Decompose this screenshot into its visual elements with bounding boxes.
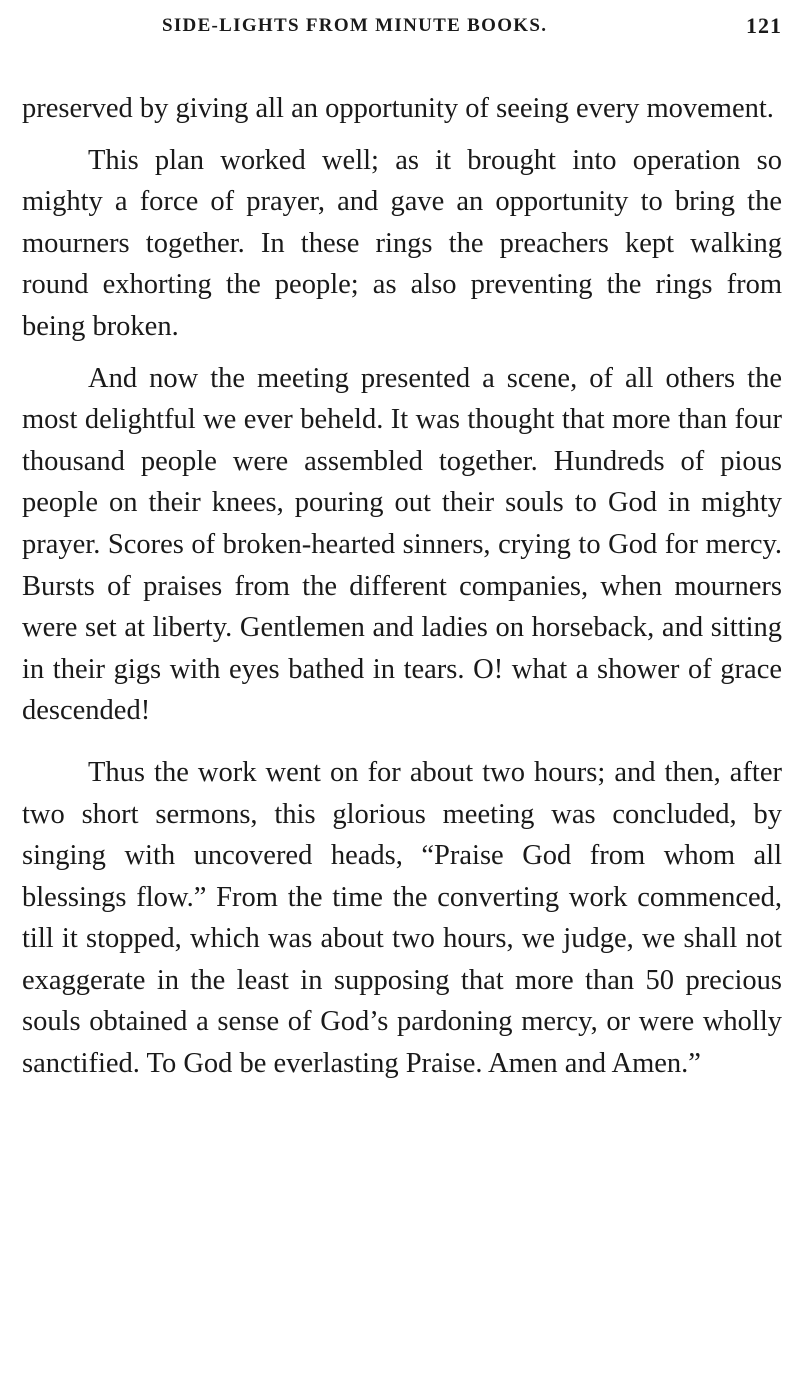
body-text	[22, 88, 782, 1085]
paragraph-conclusion: Thus the work went on for about two hours; and then, after two short sermons, this glorious meeting was concluded, by singing with uncovered heads, “Praise God from whom all blessings flow.” From the time the converting work commenced, till it stopped, which was about two hours, we judge, we shall not exaggerate in the least in supposing that more than 50 precious souls obtained a sense of God’s pardoning mercy, or were wholly sanctified. To God be everlasting Praise. Amen and Amen.”	[22, 756, 782, 1080]
running-head	[0, 12, 800, 44]
paragraph-continued: preserved by giving all an opportunity of seeing every movement.	[22, 93, 774, 124]
paragraph-meeting-scene: And now the meeting presented a scene, of all others the most delightful we ever beheld. It was thought that more than four thousand people were assembled together. Hundreds of pious people on their knees, pouring out their souls to God in mighty prayer. Scores of broken-hearted sinners, crying to God for mercy. Bursts of praises from the different companies, when mourners were set at liberty. Gentlemen and ladies on horseback, and sitting in their gigs with eyes bathed in tears. O! what a shower of grace descended!	[22, 362, 782, 727]
running-title: SIDE-LIGHTS FROM MINUTE BOOKS.	[162, 15, 548, 36]
paragraph-plan: This plan worked well; as it brought into operation so mighty a force of prayer, and gave an opportunity to bring the mourners together. In these rings the preachers kept walking round exhorting the people; as also preventing the rings from being broken.	[22, 144, 782, 342]
page-number: 121	[746, 13, 782, 38]
